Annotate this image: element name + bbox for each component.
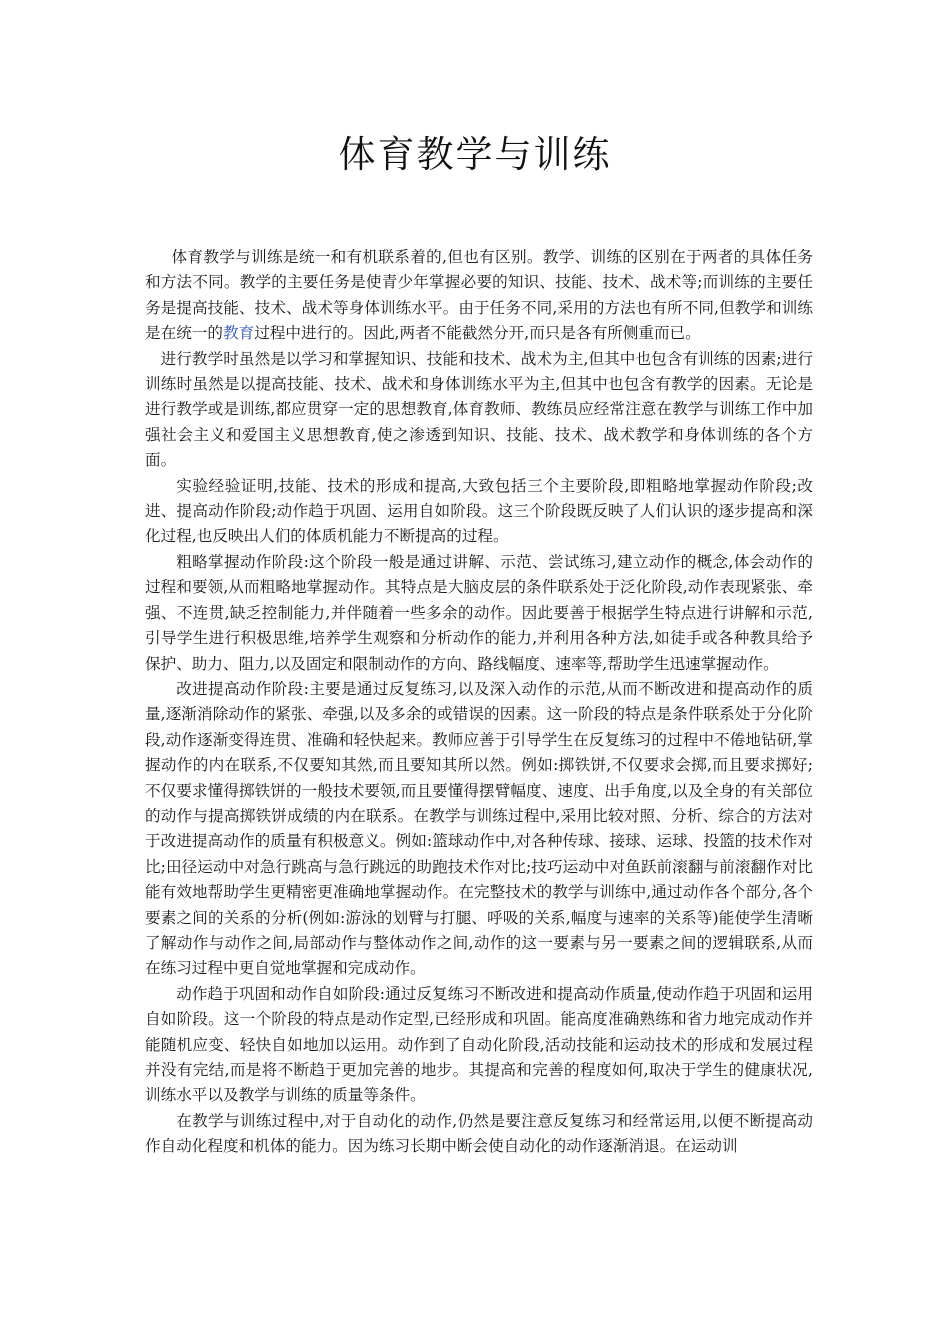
education-link[interactable]: 教育 (222, 324, 255, 343)
document-title: 体育教学与训练 (338, 133, 612, 176)
paragraph-1 (145, 245, 813, 347)
paragraph-7: 在教学与训练过程中,对于自动化的动作,仍然是要注意反复练习和经常运用,以便不断提高动作自动化程度和机体的能力。因为练习长期中断会使自动化的动作逐渐消退。在运动训 (145, 1111, 813, 1156)
paragraph-4: 粗略掌握动作阶段:这个阶段一般是通过讲解、示范、尝试练习,建立动作的概念,体会动作的过程和要领,从而粗略地掌握动作。其特点是大脑皮层的条件联系处于泛化阶段,动作表现紧张、牵强、不连贯,缺乏控制能力,并伴随着一些多余的动作。因此要善于根据学生特点进行讲解和示范,引导学生进行积极思维,培养学生观察和分析动作的能力,并利用各种方法,如徒手或各种教具给予保护、助力、阻力,以及固定和限制动作的方向、路线幅度、速率等,帮助学生迅速掌握动作。 (145, 552, 813, 673)
document-body (145, 245, 813, 1160)
paragraph-2: 进行教学时虽然是以学习和掌握知识、技能和技术、战术为主,但其中也包含有训练的因素;进行训练时虽然是以提高技能、技术、战术和身体训练水平为主,但其中也包含有教学的因素。无论是进行教学或是训练,都应贯穿一定的思想教育,体育教师、教练员应经常注意在教学与训练工作中加强社会主义和爱国主义思想教育,使之渗透到知识、技能、技术、战术教学和身体训练的各个方面。 (145, 349, 813, 470)
paragraph-1-text-b: 过程中进行的。因此,两者不能截然分开,而只是各有所侧重而已。 (254, 324, 701, 343)
paragraph-3: 实验经验证明,技能、技术的形成和提高,大致包括三个主要阶段,即粗略地掌握动作阶段;改进、提高动作阶段;动作趋于巩固、运用自如阶段。这三个阶段既反映了人们认识的逐步提高和深化过程,也反映出人们的体质机能力不断提高的过程。 (145, 476, 813, 546)
paragraph-1-text-a: 体育教学与训练是统一和有机联系着的,但也有区别。教学、训练的区别在于两者的具体任务和方法不同。教学的主要任务是使青少年掌握必要的知识、技能、技术、战术等;而训练的主要任务是提高技能、技术、战术等身体训练水平。由于任务不同,采用的方法也有所不同,但教学和训练是在统一的 (145, 248, 813, 343)
paragraph-5: 改进提高动作阶段:主要是通过反复练习,以及深入动作的示范,从而不断改进和提高动作的质量,逐渐消除动作的紧张、牵强,以及多余的或错误的因素。这一阶段的特点是条件联系处于分化阶段,动作逐渐变得连贯、准确和轻快起来。教师应善于引导学生在反复练习的过程中不倦地钻研,掌握动作的内在联系,不仅要知其然,而且要知其所以然。例如:掷铁饼,不仅要求会掷,而且要求掷好;不仅要求懂得掷铁饼的一般技术要领,而且要懂得摆臂幅度、速度、出手角度,以及全身的有关部位的动作与提高掷铁饼成绩的内在联系。在教学与训练过程中,采用比较对照、分析、综合的方法对于改进提高动作的质量有积极意义。例如:篮球动作中,对各种传球、接球、运球、投篮的技术作对比;田径运动中对急行跳高与急行跳远的助跑技术作对比;技巧运动中对鱼跃前滚翻与前滚翻作对比能有效地帮助学生更精密更准确地掌握动作。在完整技术的教学与训练中,通过动作各个部分,各个要素之间的关系的分析(例如:游泳的划臂与打腿、呼吸的关系,幅度与速率的关系等)能使学生清晰了解动作与动作之间,局部动作与整体动作之间,动作的这一要素与另一要素之间的逻辑联系,从而在练习过程中更自觉地掌握和完成动作。 (145, 679, 813, 978)
paragraph-6: 动作趋于巩固和动作自如阶段:通过反复练习不断改进和提高动作质量,使动作趋于巩固和运用自如阶段。这一个阶段的特点是动作定型,已经形成和巩固。能高度准确熟练和省力地完成动作并能随机应变、轻快自如地加以运用。动作到了自动化阶段,活动技能和运动技术的形成和发展过程并没有完结,而是将不断趋于更加完善的地步。其提高和完善的程度如何,取决于学生的健康状况,训练水平以及教学与训练的质量等条件。 (145, 984, 813, 1105)
